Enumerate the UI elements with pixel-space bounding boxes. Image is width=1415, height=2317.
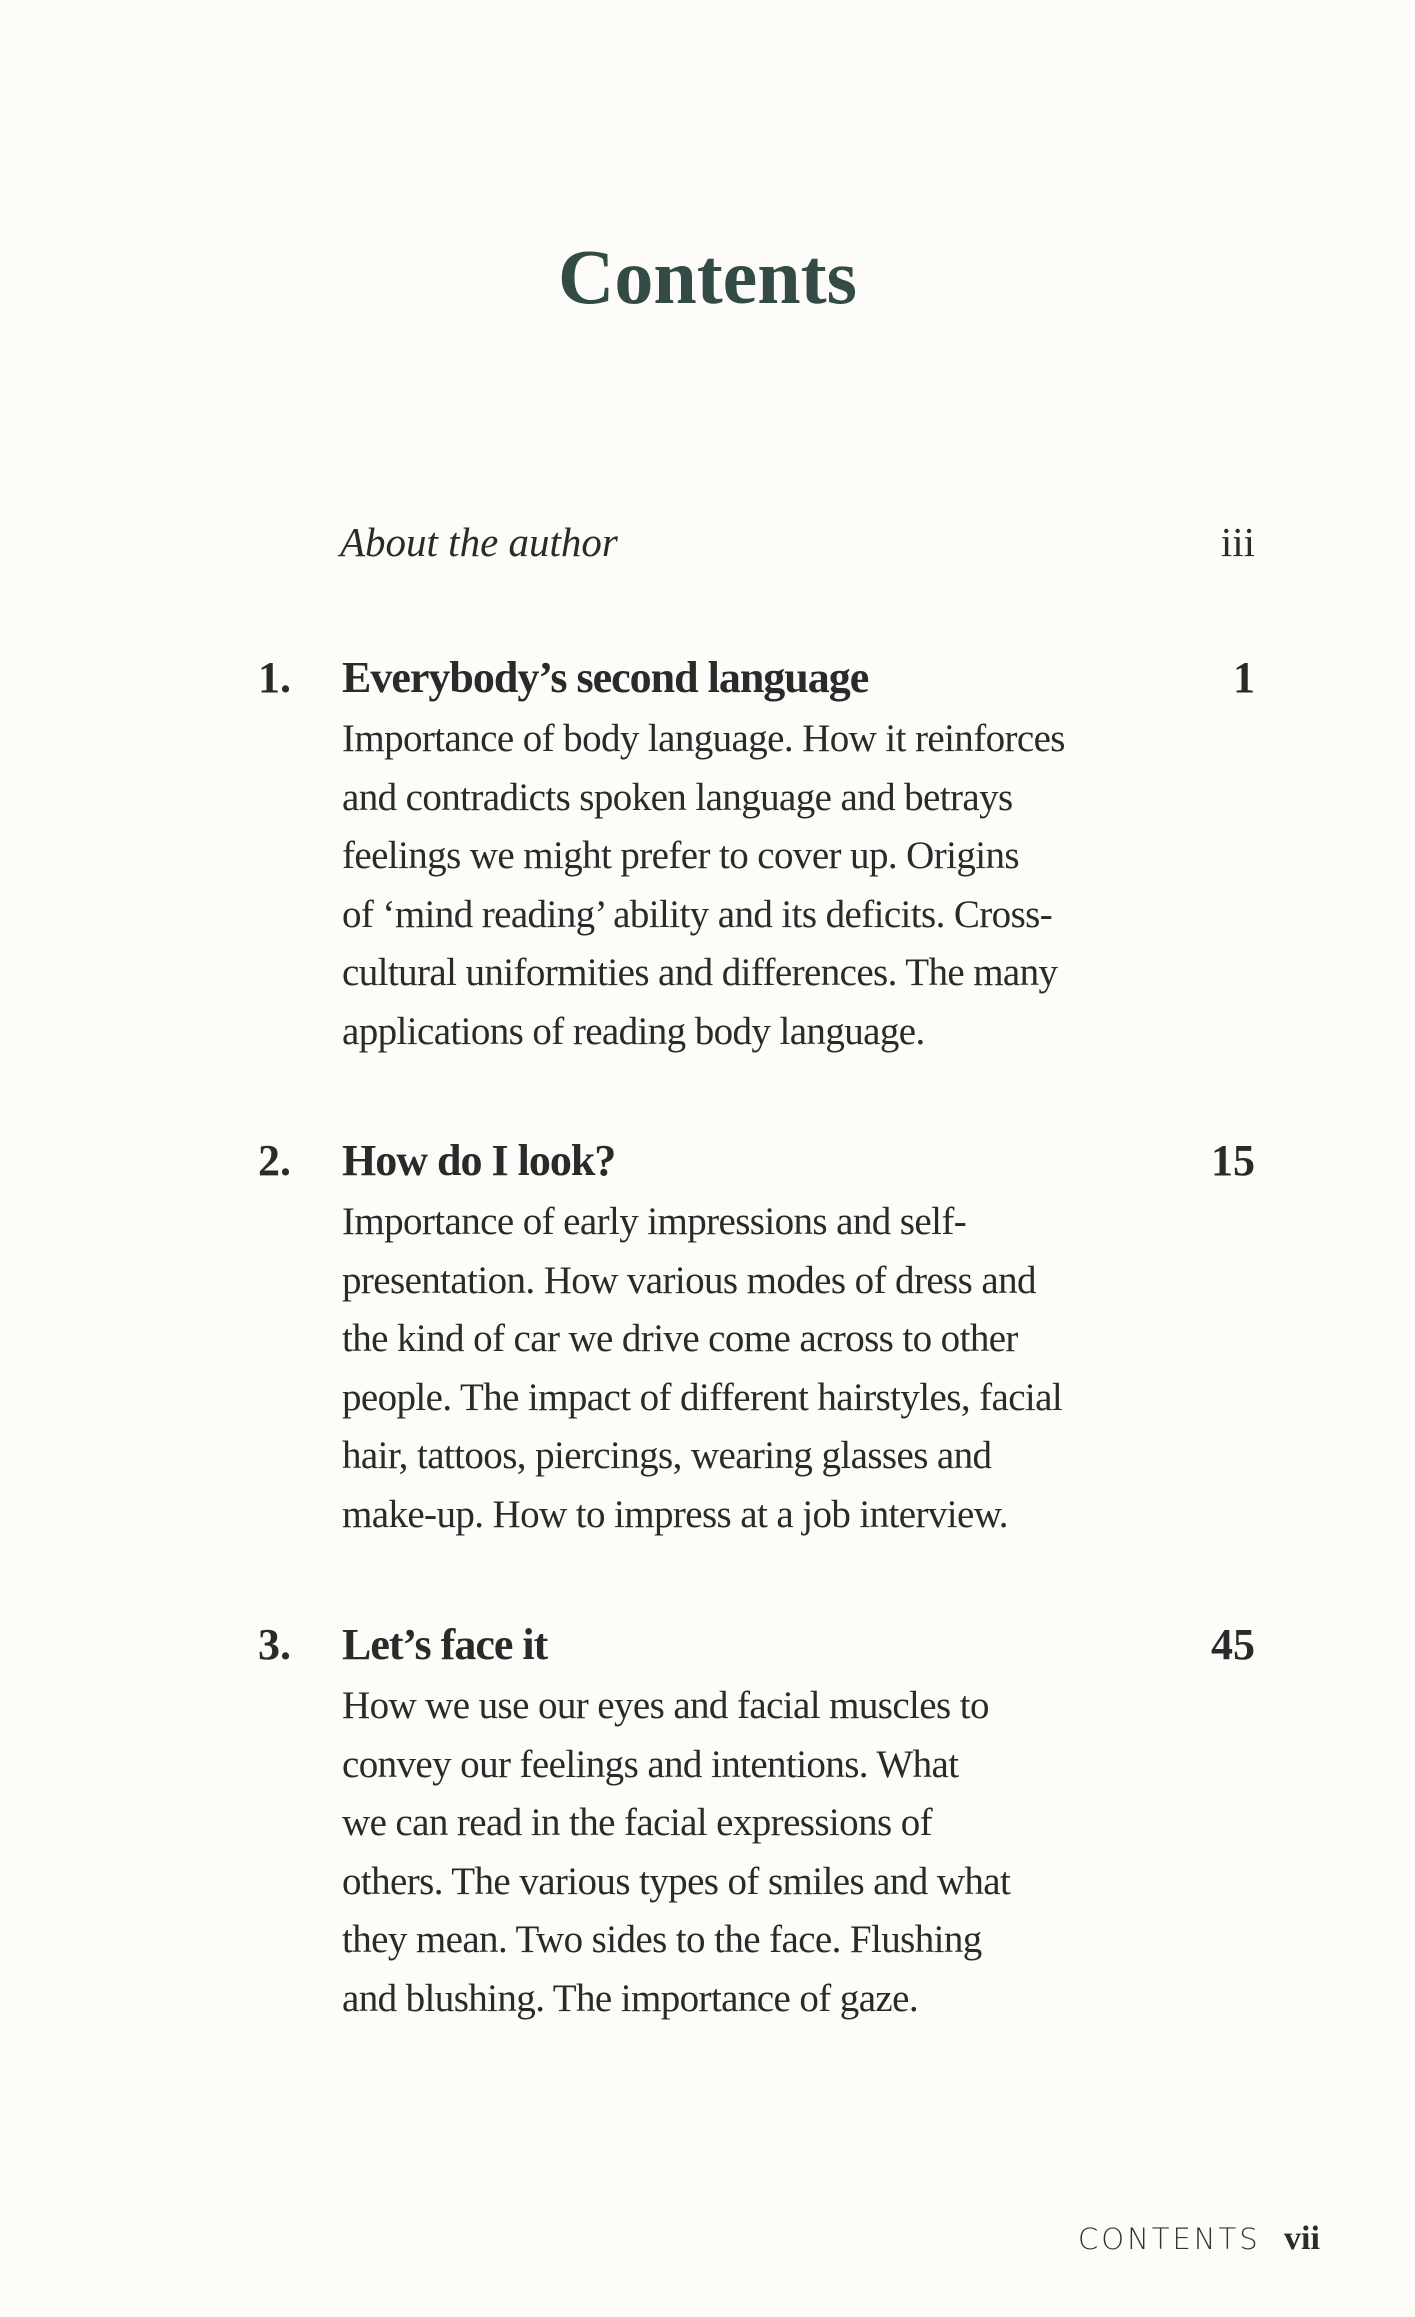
description-line: Importance of early impressions and self- xyxy=(342,1200,967,1243)
description-line: they mean. Two sides to the face. Flushing xyxy=(342,1918,982,1961)
toc-page-number: 1 xyxy=(1233,653,1255,702)
running-footer-label: CONTENTS xyxy=(1078,2222,1261,2256)
toc-page-number: 45 xyxy=(1211,1620,1255,1669)
description-line: others. The various types of smiles and what xyxy=(342,1859,1011,1903)
description-line: feelings we might prefer to cover up. Origins xyxy=(342,834,1019,877)
toc-entry-about-author[interactable] xyxy=(340,518,1255,578)
chapter-description xyxy=(342,1677,1162,2028)
toc-entry-label: About the author xyxy=(340,519,618,565)
toc-page-number: iii xyxy=(1220,519,1255,565)
chapter-description xyxy=(342,710,1162,1061)
chapter-number: 1. xyxy=(258,653,291,702)
description-line: presentation. How various modes of dress and xyxy=(342,1258,1036,1302)
chapter-title: Everybody’s second language xyxy=(342,653,869,702)
description-line: applications of reading body language. xyxy=(342,1009,925,1053)
description-line: hair, tattoos, piercings, wearing glasses and xyxy=(342,1434,992,1477)
toc-page-number: 15 xyxy=(1211,1136,1255,1185)
description-line: of ‘mind reading’ ability and its deficits. Cross- xyxy=(342,892,1053,936)
description-line: cultural uniformities and differences. The many xyxy=(342,951,1058,994)
description-line: Importance of body language. How it reinforces xyxy=(342,717,1065,760)
description-line: convey our feelings and intentions. What xyxy=(342,1742,959,1786)
chapter-number: 2. xyxy=(258,1136,291,1185)
chapter-title: How do I look? xyxy=(342,1136,616,1185)
chapter-description xyxy=(342,1193,1162,1544)
description-line: make-up. How to impress at a job interview. xyxy=(342,1492,1008,1536)
description-line: the kind of car we drive come across to other xyxy=(342,1317,1018,1360)
page-title: Contents xyxy=(557,233,857,320)
description-line: we can read in the facial expressions of xyxy=(342,1801,932,1844)
description-line: How we use our eyes and facial muscles to xyxy=(342,1684,989,1727)
chapter-number: 3. xyxy=(258,1620,291,1669)
folio-page-number: vii xyxy=(1284,2220,1320,2257)
chapter-title: Let’s face it xyxy=(342,1620,548,1669)
description-line: and contradicts spoken language and betrays xyxy=(342,775,1013,819)
description-line: people. The impact of different hairstyles, facial xyxy=(342,1375,1063,1419)
description-line: and blushing. The importance of gaze. xyxy=(342,1976,918,2020)
